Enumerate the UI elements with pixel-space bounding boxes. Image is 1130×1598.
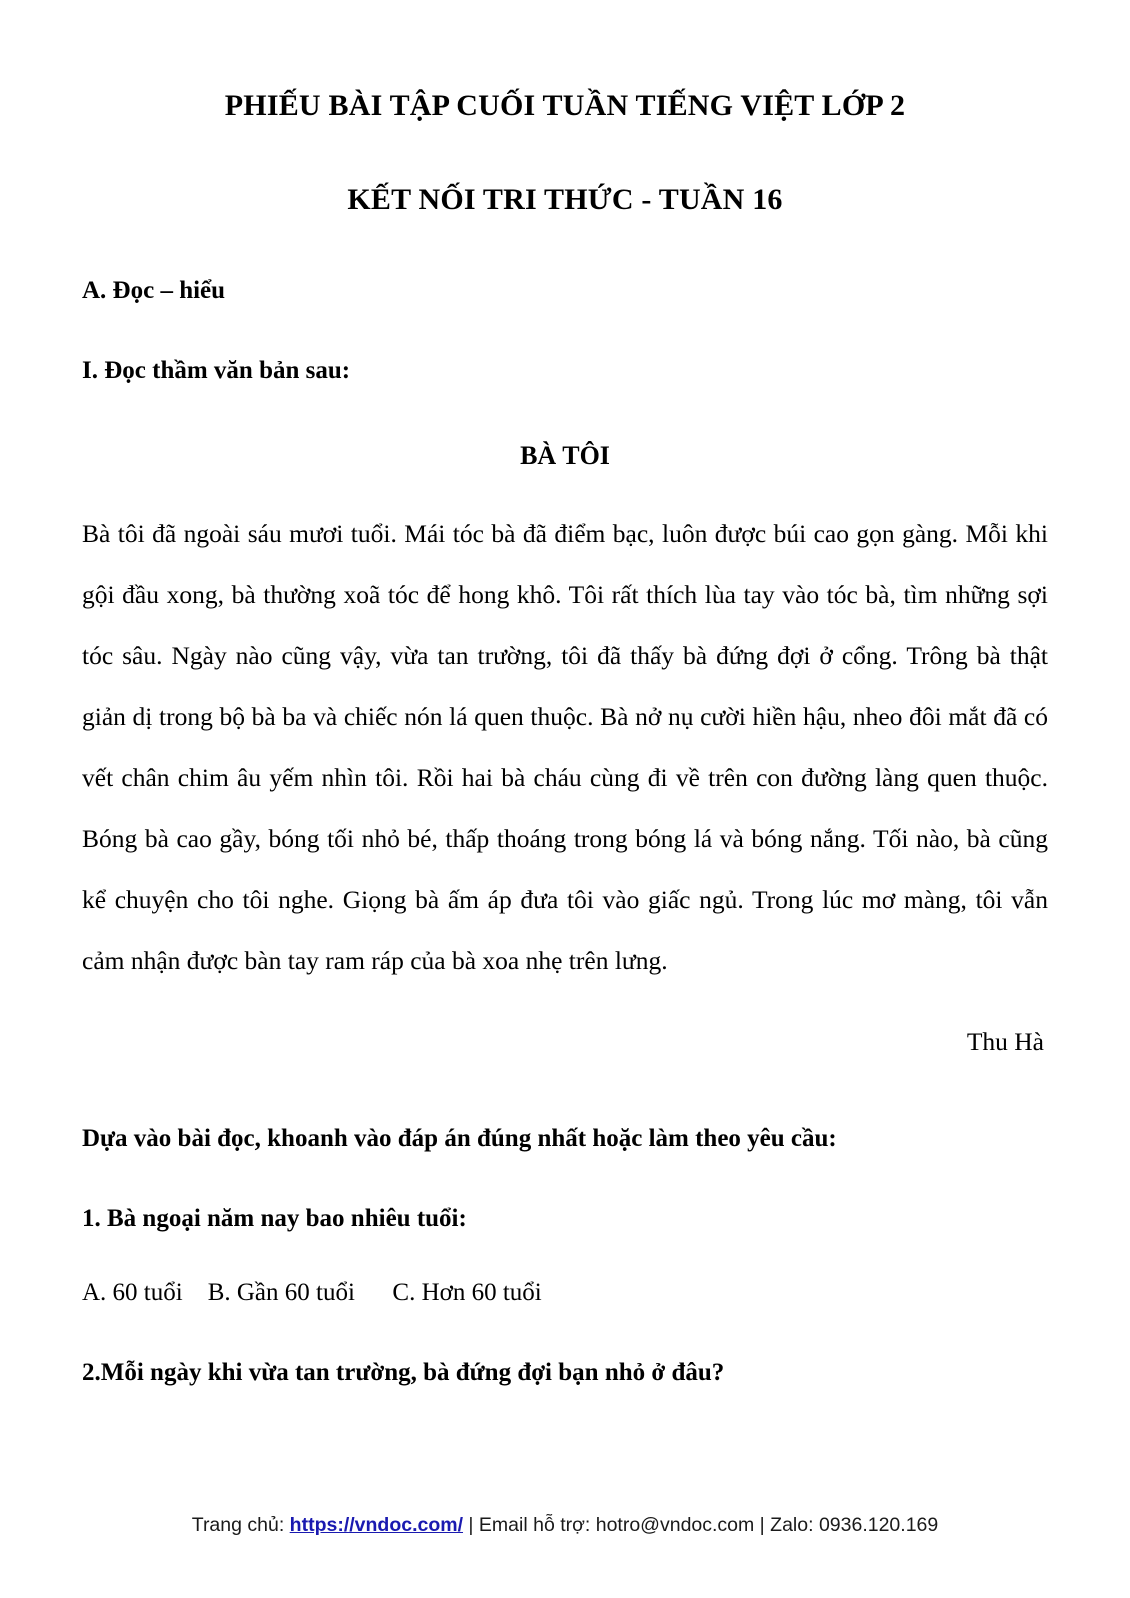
page-subtitle: KẾT NỐI TRI THỨC - TUẦN 16: [347, 183, 783, 216]
questions-instruction: Dựa vào bài đọc, khoanh vào đáp án đúng nhất hoặc làm theo yêu cầu:: [82, 1124, 837, 1152]
footer-contact-text: | Email hỗ trợ: hotro@vndoc.com | Zalo: 0936.120.169: [463, 1514, 939, 1536]
page-content: [82, 0, 1048, 1388]
question-1-options[interactable]: A. 60 tuổi B. Gần 60 tuổi C. Hơn 60 tuổi: [82, 1279, 542, 1307]
footer-homepage-link[interactable]: https://vndoc.com/: [289, 1514, 464, 1536]
section-label-part-i: I. Đọc thầm văn bản sau:: [82, 357, 351, 384]
page-title: PHIẾU BÀI TẬP CUỐI TUẦN TIẾNG VIỆT LỚP 2: [224, 89, 906, 122]
page-footer: [0, 1513, 1130, 1538]
question-1-text: 1. Bà ngoại năm nay bao nhiêu tuổi:: [82, 1204, 467, 1232]
reading-passage-body: Bà tôi đã ngoài sáu mươi tuổi. Mái tóc bà đã điểm bạc, luôn được búi cao gọn gàng. Mỗi khi gội đầu xong, bà thường xoã tóc để hong khô. Tôi rất thích lùa tay vào tóc bà, tìm những sợi tóc sâu. Ngày nào cũng vậy, vừa tan trường, tôi đã thấy bà đứng đợi ở cổng. Trông bà thật giản dị trong bộ bà ba và chiếc nón lá quen thuộc. Bà nở nụ cười hiền hậu, nheo đôi mắt đã có vết chân chim âu yếm nhìn tôi. Rồi hai bà cháu cùng đi về trên con đường làng quen thuộc. Bóng bà cao gầy, bóng tối nhỏ bé, thấp thoáng trong bóng lá và bóng nắng. Tối nào, bà cũng kể chuyện cho tôi nghe. Giọng bà ấm áp đưa tôi vào giấc ngủ. Trong lúc mơ màng, tôi vẫn cảm nhận được bàn tay ram ráp của bà xoa nhẹ trên lưng.: [82, 519, 1048, 976]
footer-lead-text: Trang chủ:: [191, 1514, 290, 1536]
question-2-text: 2.Mỗi ngày khi vừa tan trường, bà đứng đợi bạn nhỏ ở đâu?: [82, 1359, 725, 1387]
reading-passage-author: Thu Hà: [966, 1027, 1044, 1057]
reading-passage-title: BÀ TÔI: [520, 441, 610, 470]
section-label-part-a: A. Đọc – hiểu: [82, 277, 226, 304]
